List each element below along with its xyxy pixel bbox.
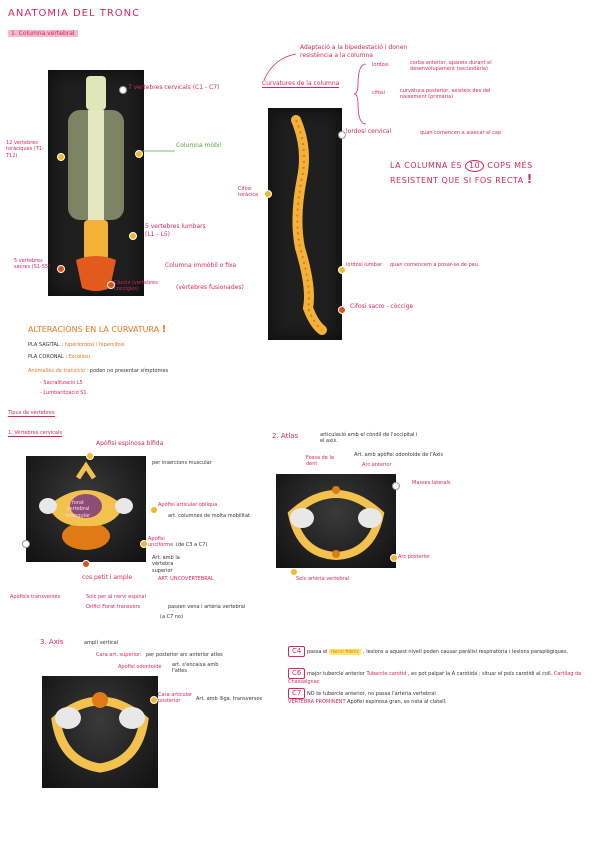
label-odontoid-note: art. s'encaixa amb l'atles (172, 662, 219, 675)
label-uncovertebral: ART. UNCOVERTEBRAL (158, 576, 214, 582)
axis-right-facet (119, 707, 145, 729)
section-title-column-text: 1. Columna vertebral (8, 30, 78, 37)
atlas-heading: 2. Atlas (272, 432, 299, 440)
kyphosis-desc: curvatura posterior, existeix des del naixement (primària) (400, 88, 491, 101)
label-mobile: Columna mòbil (176, 142, 222, 149)
body-marker (82, 560, 90, 568)
note-c7 (288, 688, 588, 705)
coronal-label: PLA CORONAL : (28, 354, 67, 360)
thoracic-kyphosis-label: Cifosi toràcica (238, 186, 259, 199)
lateral-mass-marker (392, 482, 400, 490)
label-articular: Apòfisi articular oblíqua (158, 502, 218, 508)
cervical-lordosis-marker (338, 131, 346, 139)
vertebral-body (62, 522, 110, 550)
label-superior-note: per posterior arc anterior atles (146, 652, 223, 658)
transition-value: poden no presentar símptomes (89, 368, 169, 374)
right-facet (115, 498, 133, 514)
label-anterior-arch: Arc anterior (362, 462, 392, 468)
page-title: ANATOMIA DEL TRONC (8, 8, 141, 19)
coronal-value: Escoliosi (68, 354, 90, 360)
note-c6-extra: Cartílag de Chassaignac (288, 671, 582, 685)
posterior-arch-marker (390, 554, 398, 562)
label-transverse-range: (a C7 no) (160, 614, 184, 620)
spine-lateral-drawing (268, 108, 342, 340)
label-groove: Solc artèria vertebral (296, 576, 350, 582)
note-c6 (288, 668, 588, 685)
label-uncinate-note: Art. amb la vèrtebra superior (152, 555, 180, 574)
section-title-column (8, 30, 78, 38)
atlas-right-mass (358, 508, 382, 528)
lumbar-region (84, 220, 108, 260)
alteration-sagittal (28, 342, 125, 348)
uncinate-marker (140, 540, 148, 548)
axis-heading: 3. Axis (40, 638, 64, 646)
cervical-lordosis-note: quan comencen a aixecar el cap (420, 130, 502, 136)
sacral-kyphosis-label: Cifosi sacro - còccige (350, 303, 414, 310)
resistance-number: 10 (465, 160, 484, 172)
thoracic-region (88, 110, 104, 220)
curvatures-heading-text: Curvatures de la columna (262, 80, 340, 87)
spinous-marker (86, 452, 94, 460)
note-c7-text: NO té tubercle anterior, no passa l'artèria vertebral (306, 691, 436, 697)
cervical-region (86, 76, 106, 110)
groove-marker (290, 568, 298, 576)
note-c6-text: major tubercle anterior (306, 671, 365, 677)
label-lumbar: 5 vertebres lumbars (L1 - L5) (145, 223, 206, 238)
transition-label: Anomalies de transició : (28, 368, 89, 374)
axis-note: amplí vertical (84, 640, 119, 646)
axis-image (42, 676, 158, 788)
label-spinous: Apòfisi espinosa bífida (96, 440, 164, 447)
transition-item-2: - Lumbarització S1 (40, 390, 87, 396)
axis-left-facet (55, 707, 81, 729)
label-transverse-note3: passen vena i artèria vertebral (168, 604, 246, 610)
note-c6-highlight: Tubercle caròtid (366, 671, 407, 677)
label-transverse-note1: Solc per al nervi espinal (86, 594, 147, 600)
label-odontoid: Apòfisi odontoide (118, 664, 162, 670)
label-articular-surface: Cara articular posterior (158, 692, 193, 705)
transition-item-1: - Sacralització L5 (40, 380, 83, 386)
alteration-transition (28, 368, 168, 374)
label-spinous-note: per insercions muscular (152, 460, 212, 466)
atlas-desc: articulació amb el còndil de l'occipital i el axis. (320, 432, 418, 445)
sagittal-value: hiperlordosi / hipercifosi (64, 342, 125, 348)
atlas-anterior-tubercle (332, 486, 340, 494)
label-posterior-arch: Arc posterior (398, 554, 431, 560)
arrow-mobile (141, 148, 177, 154)
types-heading-text: Tipus de vèrtebres (8, 410, 55, 416)
alert-icon: ! (161, 324, 167, 335)
note-c4-label: C4 (288, 646, 305, 657)
sagittal-label: PLA SAGITAL : (28, 342, 64, 348)
label-fovea-note: Art. amb apòfisi odontoide de l'Axis (354, 452, 444, 458)
label-uncinate: Apòfisi unciforme (148, 536, 174, 549)
label-lateral-masses: Masses laterals (412, 480, 451, 486)
left-facet (39, 498, 57, 514)
sacral-kyphosis-marker (338, 306, 346, 314)
articular-marker (150, 506, 158, 514)
resistance-pre: LA COLUMNA ÉS (390, 161, 462, 170)
alterations-heading (28, 324, 166, 337)
cervical-types-heading (8, 430, 62, 436)
note-c7-post: Apòfisi espinosa gran, es nota al clatell. (347, 698, 447, 705)
label-fixed-column: Columna immòbil o fixa (165, 262, 237, 269)
alterations-heading-text: ALTERACIONS EN LA CURVATURA (28, 325, 160, 334)
odontoid-process (92, 692, 108, 708)
label-fused: (vèrtebres fusionades) (176, 284, 244, 291)
note-c4-pre: passa el (306, 649, 328, 655)
thoracic-marker (57, 153, 65, 161)
note-c4-post: , lesions a aquest nivell poden causar paràlisi respiratòria i lesions paraplègiques. (363, 649, 569, 655)
label-transverse: Apòfisis transverses (10, 594, 61, 600)
types-heading (8, 410, 55, 416)
spine-lateral-image (268, 108, 342, 340)
label-sacrum: 5 vertebres sacres (S1-S5) (14, 258, 51, 271)
note-c7-highlight: VERTEBRA PROMINENT (288, 698, 346, 705)
label-coccyx: Còccix (vertebres coccígies) (114, 280, 158, 293)
note-c7-label: C7 (288, 688, 305, 699)
note-c6-label: C6 (288, 668, 305, 679)
note-c4 (288, 646, 588, 657)
label-body: cos petit i ample (82, 574, 133, 581)
resistance-post: COPS MÉS RESISTENT QUE SI FOS RECTA (390, 161, 533, 185)
atlas-posterior-tubercle (332, 550, 340, 558)
spine-front-image (48, 70, 144, 296)
note-c4-highlight: nervi frènic (331, 649, 360, 655)
alteration-coronal (28, 354, 90, 360)
label-transverse-note2: Orifici Forat transvers (86, 604, 141, 610)
atlas-image (276, 474, 396, 568)
transverse-marker (22, 540, 30, 548)
label-thoracic: 12 vertebres toràciques (T1-T12) (6, 140, 44, 159)
label-uncinate-range: (de C3 a C7) (176, 542, 208, 548)
spinous-process (78, 466, 94, 478)
axis-drawing (42, 676, 158, 788)
lordosis-desc: corba anterior, apareix durant el desenvolupament (secundària) (410, 60, 492, 73)
lumbar-lordosis-label: lordosi lumbar (346, 262, 382, 268)
resistance-note (390, 160, 560, 187)
atlas-drawing (276, 474, 396, 568)
lumbar-lordosis-note: quan comencem a posar-se de peu. (390, 262, 480, 268)
cervical-types-heading-text: 1. Vèrtebres cervicals (8, 430, 62, 436)
label-articular-note: art. columnes de molta mobilitat (168, 513, 250, 519)
lumbar-marker (129, 232, 137, 240)
label-fovea: Fossa de la dent (306, 455, 334, 468)
note-c6-post: , es pot palpar la A caròtida : situar el pols carotidi al coll. (407, 671, 553, 677)
sacrum-marker (57, 265, 65, 273)
lordosis-label: lordosi (372, 62, 389, 68)
label-articular-note-axis: Art. amb lliga. transversos (196, 696, 263, 702)
curvatures-adaptation: Adaptació a la bipedestació i donen resistència a la columna (300, 44, 408, 59)
label-cervical: 7 vertebres cervicals (C1 - C7) (128, 84, 220, 91)
exclamation-icon: ! (526, 172, 533, 186)
label-superior-facet: Cara art. superior: (96, 652, 142, 658)
cervical-marker (119, 86, 127, 94)
spine-front-drawing (48, 70, 144, 296)
kyphosis-label: cifosi (372, 90, 385, 96)
atlas-left-mass (290, 508, 314, 528)
cervical-lordosis-label: lordosi cervical (346, 128, 392, 135)
lumbar-lordosis-marker (338, 266, 346, 274)
label-vertebral-foramen: forat vertebral triangular (65, 500, 91, 519)
articular-surface-marker (150, 696, 158, 704)
